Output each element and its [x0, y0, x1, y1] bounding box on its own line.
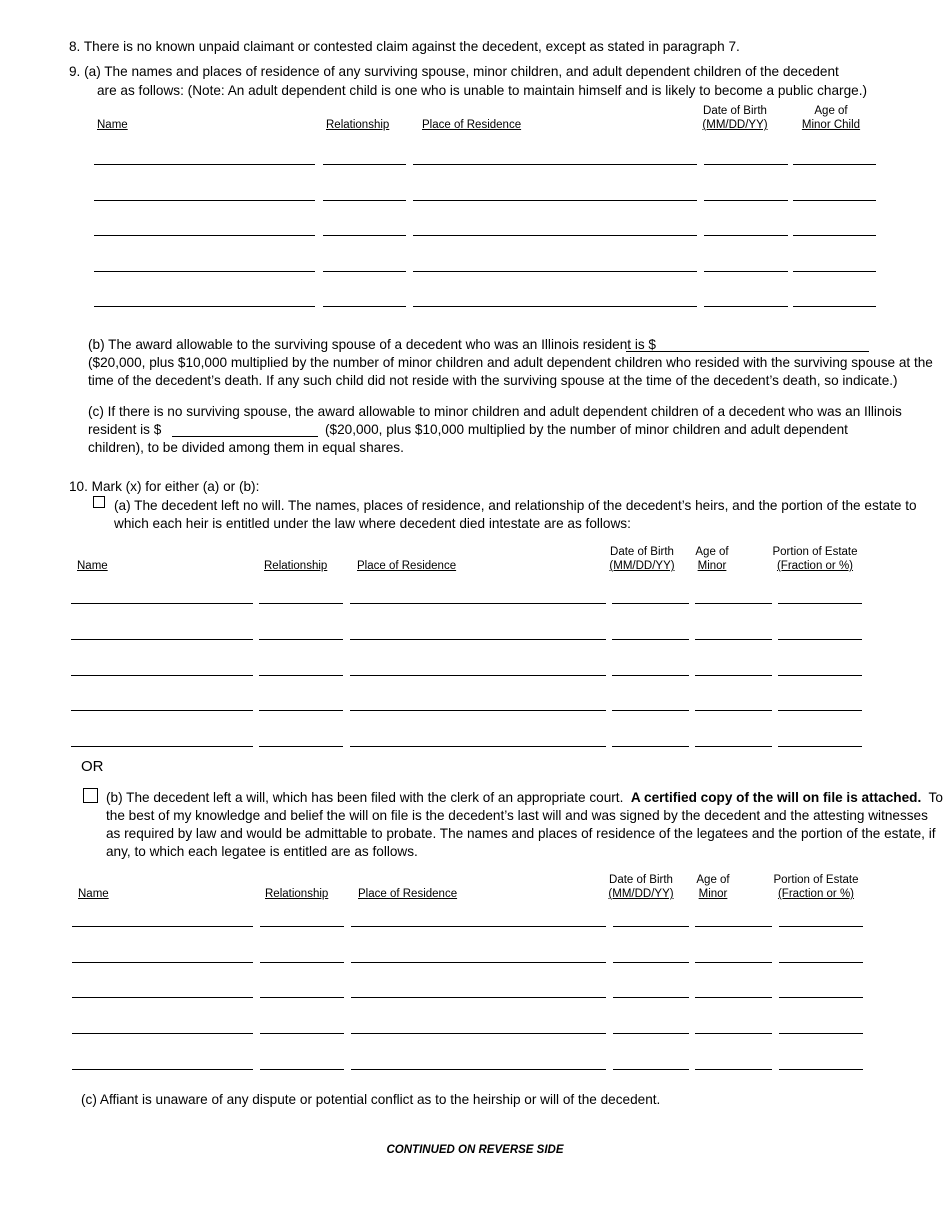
name-field[interactable]: [94, 306, 315, 307]
name-field[interactable]: [71, 746, 253, 747]
relationship-field[interactable]: [323, 306, 406, 307]
age-field[interactable]: [695, 675, 772, 676]
paragraph-9c-line3: children), to be divided among them in equal shares.: [88, 440, 404, 455]
dob-field[interactable]: [704, 306, 788, 307]
age-field[interactable]: [695, 926, 772, 927]
residence-field[interactable]: [350, 639, 606, 640]
paragraph-9c-line2-pre: resident is $: [88, 422, 162, 437]
portion-field[interactable]: [778, 746, 862, 747]
relationship-field[interactable]: [259, 675, 343, 676]
paragraph-9a-line1: 9. (a) The names and places of residence of any surviving spouse, minor children, and adult dependent children of the decedent: [69, 64, 839, 79]
paragraph-10b-line3: as required by law and would be admittable to probate. The names and places of residence of the legatees and the portion of the estate, if: [106, 826, 936, 841]
table9-header-relationship: Relationship: [326, 119, 390, 131]
table10b-header-residence: Place of Residence: [358, 888, 458, 900]
residence-field[interactable]: [413, 306, 697, 307]
residence-field[interactable]: [350, 746, 606, 747]
residence-field[interactable]: [350, 710, 606, 711]
portion-field[interactable]: [778, 675, 862, 676]
paragraph-10b-line2: the best of my knowledge and belief the will on file is the decedent’s last will and was signed by the decedent and the attesting witnesses: [106, 808, 928, 823]
age-field[interactable]: [793, 271, 876, 272]
certified-copy-note: A certified copy of the will on file is attached.: [630, 790, 922, 805]
age-field[interactable]: [695, 710, 772, 711]
relationship-field[interactable]: [323, 200, 406, 201]
dob-field[interactable]: [612, 675, 689, 676]
table10b-header-name: Name: [78, 888, 109, 900]
dob-field[interactable]: [704, 164, 788, 165]
name-field[interactable]: [72, 962, 253, 963]
age-field[interactable]: [695, 746, 772, 747]
relationship-field[interactable]: [260, 997, 344, 998]
residence-field[interactable]: [413, 271, 697, 272]
name-field[interactable]: [72, 1069, 253, 1070]
age-field[interactable]: [793, 306, 876, 307]
option-a-checkbox[interactable]: [93, 496, 105, 508]
name-field[interactable]: [94, 235, 315, 236]
spouse-award-amount-field[interactable]: [626, 351, 869, 352]
relationship-field[interactable]: [260, 926, 344, 927]
name-field[interactable]: [71, 639, 253, 640]
table10a-header-name: Name: [77, 560, 108, 572]
dob-field[interactable]: [613, 962, 689, 963]
portion-field[interactable]: [779, 926, 863, 927]
residence-field[interactable]: [351, 1033, 606, 1034]
dob-field[interactable]: [612, 639, 689, 640]
residence-field[interactable]: [413, 164, 697, 165]
relationship-field[interactable]: [259, 710, 343, 711]
continued-footer: CONTINUED ON REVERSE SIDE: [386, 1144, 564, 1156]
name-field[interactable]: [94, 200, 315, 201]
age-field[interactable]: [695, 1033, 772, 1034]
table9-header-age: Age of Minor Child: [801, 105, 861, 131]
residence-field[interactable]: [351, 962, 606, 963]
age-field[interactable]: [695, 997, 772, 998]
age-field[interactable]: [695, 962, 772, 963]
residence-field[interactable]: [351, 926, 606, 927]
dob-field[interactable]: [613, 997, 689, 998]
table10a-header-relationship: Relationship: [264, 560, 328, 572]
paragraph-9c-line1: (c) If there is no surviving spouse, the award allowable to minor children and adult dependent children of a decedent who was an Illinois: [88, 404, 902, 419]
children-award-amount-field[interactable]: [172, 436, 318, 437]
relationship-field[interactable]: [323, 235, 406, 236]
table10a-header-portion: Portion of Estate (Fraction or %): [772, 546, 858, 572]
dob-field[interactable]: [704, 271, 788, 272]
residence-field[interactable]: [350, 675, 606, 676]
name-field[interactable]: [72, 1033, 253, 1034]
table9-header-residence: Place of Residence: [422, 119, 522, 131]
paragraph-10b-line4: any, to which each legatee is entitled are as follows.: [106, 844, 418, 859]
paragraph-10c: (c) Affiant is unaware of any dispute or potential conflict as to the heirship or will of the decedent.: [81, 1092, 661, 1107]
relationship-field[interactable]: [323, 271, 406, 272]
dob-field[interactable]: [612, 603, 689, 604]
age-field[interactable]: [793, 235, 876, 236]
paragraph-10b-line1: (b) The decedent left a will, which has been filed with the clerk of an appropriate court. A certified copy of the will on file is attached. To: [106, 790, 943, 805]
paragraph-9b-line2: ($20,000, plus $10,000 multiplied by the number of minor children and adult dependent children who resided with the surviving spouse at the: [88, 355, 933, 370]
residence-field[interactable]: [351, 997, 606, 998]
residence-field[interactable]: [413, 200, 697, 201]
name-field[interactable]: [72, 926, 253, 927]
name-field[interactable]: [94, 271, 315, 272]
portion-field[interactable]: [778, 710, 862, 711]
dob-field[interactable]: [613, 926, 689, 927]
table10b-header-dob: Date of Birth (MM/DD/YY): [608, 874, 674, 900]
paragraph-9c-line2-post: ($20,000, plus $10,000 multiplied by the number of minor children and adult dependent: [325, 422, 848, 437]
table10a-header-residence: Place of Residence: [357, 560, 457, 572]
relationship-field[interactable]: [323, 164, 406, 165]
table10b-header-age: Age of Minor: [696, 874, 730, 900]
portion-field[interactable]: [779, 1033, 863, 1034]
name-field[interactable]: [71, 710, 253, 711]
portion-field[interactable]: [778, 639, 862, 640]
paragraph-9b-line3: time of the decedent’s death. If any such child did not reside with the surviving spouse at the time of the decedent’s death, so indicate.): [88, 373, 898, 388]
paragraph-8: 8. There is no known unpaid claimant or contested claim against the decedent, except as stated in paragraph 7.: [69, 39, 740, 54]
paragraph-10-intro: 10. Mark (x) for either (a) or (b):: [69, 479, 260, 494]
residence-field[interactable]: [413, 235, 697, 236]
age-field[interactable]: [695, 639, 772, 640]
paragraph-9a-line2: are as follows: (Note: An adult dependent child is one who is unable to maintain himself and is likely to become a public charge.): [97, 83, 867, 98]
table10a-header-dob: Date of Birth (MM/DD/YY): [609, 546, 675, 572]
name-field[interactable]: [71, 603, 253, 604]
dob-field[interactable]: [613, 1033, 689, 1034]
paragraph-10a-line2: which each heir is entitled under the law where decedent died intestate are as follows:: [114, 516, 631, 531]
residence-field[interactable]: [350, 603, 606, 604]
age-field[interactable]: [793, 164, 876, 165]
relationship-field[interactable]: [260, 1033, 344, 1034]
table9-header-dob: Date of Birth (MM/DD/YY): [702, 105, 768, 131]
age-field[interactable]: [793, 200, 876, 201]
table10b-header-relationship: Relationship: [265, 888, 329, 900]
residence-field[interactable]: [351, 1069, 606, 1070]
dob-field[interactable]: [612, 746, 689, 747]
dob-field[interactable]: [612, 710, 689, 711]
table10b-header-portion: Portion of Estate (Fraction or %): [773, 874, 859, 900]
relationship-field[interactable]: [259, 639, 343, 640]
option-b-checkbox[interactable]: [83, 788, 98, 803]
name-field[interactable]: [94, 164, 315, 165]
name-field[interactable]: [72, 997, 253, 998]
relationship-field[interactable]: [259, 603, 343, 604]
age-field[interactable]: [695, 1069, 772, 1070]
portion-field[interactable]: [778, 603, 862, 604]
relationship-field[interactable]: [259, 746, 343, 747]
name-field[interactable]: [71, 675, 253, 676]
dob-field[interactable]: [613, 1069, 689, 1070]
table9-header-name: Name: [97, 119, 128, 131]
portion-field[interactable]: [779, 997, 863, 998]
table10a-header-age: Age of Minor: [695, 546, 729, 572]
relationship-field[interactable]: [260, 962, 344, 963]
dob-field[interactable]: [704, 235, 788, 236]
age-field[interactable]: [695, 603, 772, 604]
paragraph-9b-line1: (b) The award allowable to the surviving spouse of a decedent who was an Illinois resident is $: [88, 337, 656, 352]
relationship-field[interactable]: [260, 1069, 344, 1070]
portion-field[interactable]: [779, 1069, 863, 1070]
paragraph-10a-line1: (a) The decedent left no will. The names, places of residence, and relationship of the decedent’s heirs, and the portion of the estate to: [114, 498, 917, 513]
or-separator: OR: [81, 758, 104, 775]
dob-field[interactable]: [704, 200, 788, 201]
portion-field[interactable]: [779, 962, 863, 963]
